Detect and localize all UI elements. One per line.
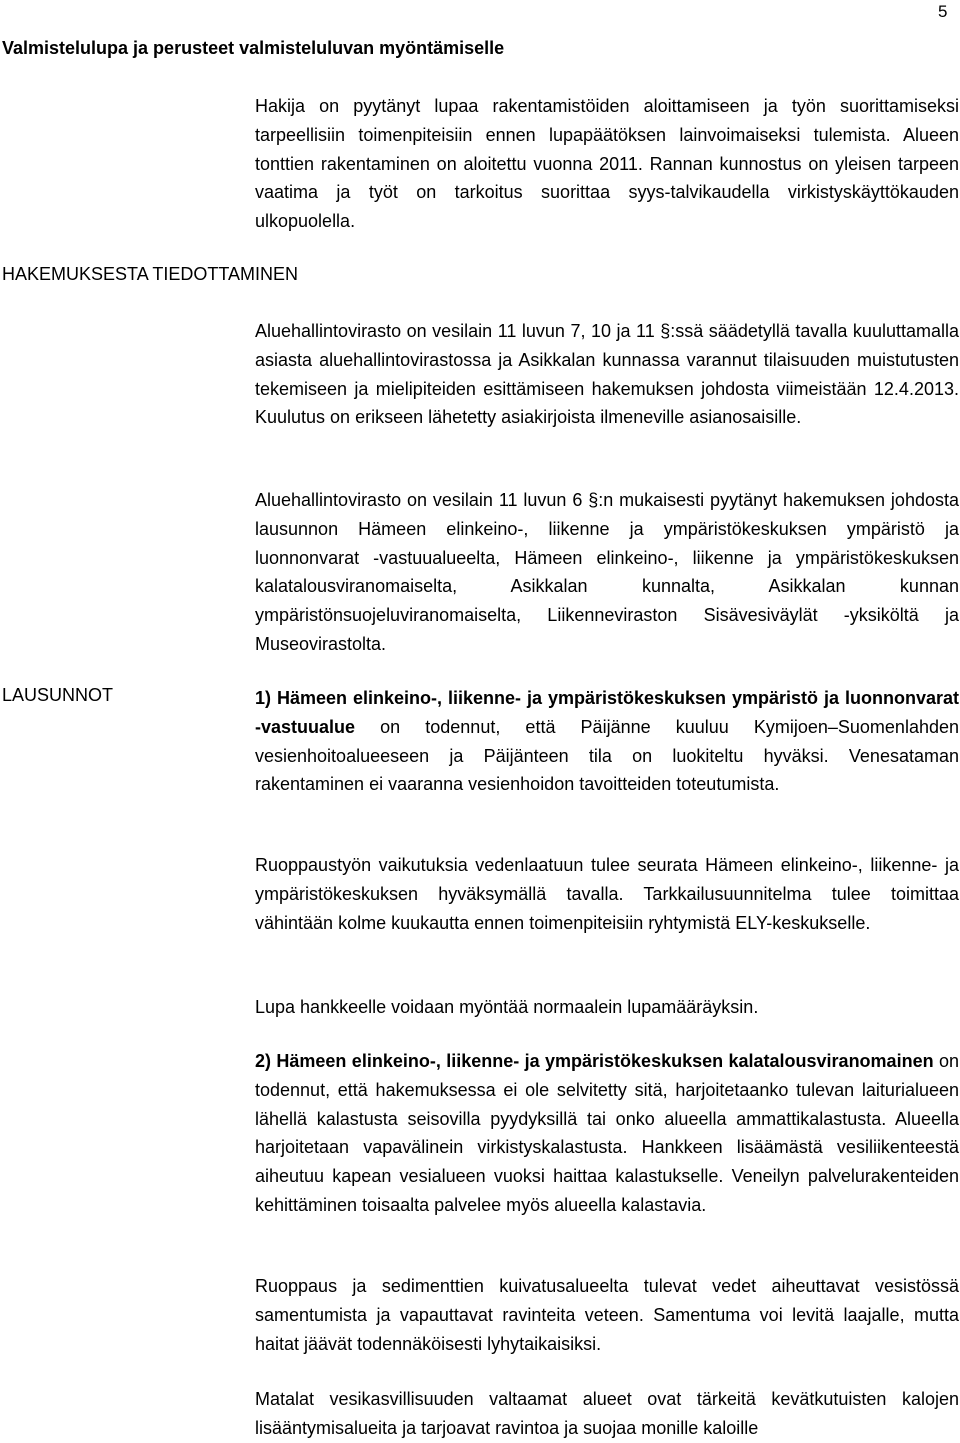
prep-paragraph: Hakija on pyytänyt lupaa rakentamistöiden aloittamiseen ja työn suorittamiseksi tarpeellisiin toimenpiteisiin ennen lupapäätöksen lainvoimaiseksi tulemista. Alueen tonttien rakentaminen on aloitettu vuonna 2011. Rannan kunnostus on yleisen tarpeen vaatima ja työt on tarkoitus suorittaa syys-talvikaudella virkistyskäyttökauden ulkopuolella. — [255, 96, 959, 232]
lausunto-1-paragraph-3: Lupa hankkeelle voidaan myöntää normaalein lupamääräyksin. — [255, 997, 759, 1017]
lausunto-2-paragraph-2: Ruoppaus ja sedimenttien kuivatusalueelta tulevat vedet aiheuttavat vesistössä samentumista ja vapauttavat ravinteita veteen. Samentuma voi levitä laajalle, mutta haitat jäävät todennäköisesti lyhytaikaisiksi. — [255, 1276, 959, 1354]
lausunto-2-paragraph — [255, 1047, 959, 1220]
lausunto-1-paragraph-2: Ruoppaustyön vaikutuksia vedenlaatuun tulee seurata Hämeen elinkeino-, liikenne- ja ympäristökeskuksen hyväksymällä tavalla. Tarkkailusuunnitelma tulee toimittaa vähintään kolme kuukautta ennen toimenpiteisiin ryhtymistä ELY-keskukselle. — [255, 855, 959, 933]
lausunto-1-author: 1) Hämeen elinkeino-, liikenne- ja ympäristökeskuksen ympäristö ja luonnonvarat -vastuualue — [255, 688, 959, 737]
lausunto-2-author: 2) Hämeen elinkeino-, liikenne- ja ympäristökeskuksen kalatalousviranomainen — [255, 1051, 934, 1071]
page-number: 5 — [938, 2, 948, 21]
section-heading-lausunnot: LAUSUNNOT — [2, 685, 114, 705]
hakemus-paragraph-1: Aluehallintovirasto on vesilain 11 luvun 7, 10 ja 11 §:ssä säädetyllä tavalla kuuluttamalla asiasta aluehallintovirastossa ja Asikkalan kunnassa varannut tilaisuuden muistutusten tekemiseen ja mielipiteiden esittämiseen hakemuksen johdosta viimeistään 12.4.2013. Kuulutus on erikseen lähetetty asiakirjoista ilmeneville asianosaisille. — [255, 321, 959, 428]
hakemus-paragraph-2: Aluehallintovirasto on vesilain 11 luvun 6 §:n mukaisesti pyytänyt hakemuksen johdosta lausunnon Hämeen elinkeino-, liikenne ja ympäristökeskuksen ympäristö ja luonnonvarat -vastuualueelta, Hämeen elinkeino-, liikenne ja ympäristökeskuksen kalatalousviranomaiselta, Asikkalan kunnalta, Asikkalan kunnan ympäristönsuojeluviranomaiselta, Liikenneviraston Sisävesiväylät -yksiköltä ja Museovirastolta. — [255, 490, 959, 654]
lausunto-1-paragraph — [255, 684, 959, 799]
page-header-title: Valmistelulupa ja perusteet valmisteluluvan myöntämiselle — [2, 38, 505, 58]
lausunto-2-paragraph-3: Matalat vesikasvillisuuden valtaamat alueet ovat tärkeitä kevätkutuisten kalojen lisääntymisalueita ja tarjoavat ravintoa ja suojaa monille kaloille — [255, 1389, 959, 1438]
lausunto-1-text: on todennut, että Päijänne kuuluu Kymijoen–Suomenlahden vesienhoitoalueeseen ja Päijänteen tila on luokiteltu hyväksi. Venesataman rakentaminen ei vaaranna vesienhoidon tavoitteiden toteutumista. — [255, 716, 959, 795]
lausunto-2-text: on todennut, että hakemuksessa ei ole selvitetty sitä, harjoitetaanko tulevan laiturialueen lähellä kalastusta seisovilla pyydyksillä tai onko alueella ammattikalastusta. Alueella harjoitetaan vapavälinein virkistyskalastusta. Hankkeen lisäämästä vesiliikenteestä aiheutuu kapean vesialueen vuoksi haittaa kalastukselle. Veneilyn palvelurakenteiden kehittäminen toisaalta palvelee myös alueella kalastavia. — [255, 1051, 959, 1215]
section-heading-hakemus: HAKEMUKSESTA TIEDOTTAMINEN — [2, 264, 299, 284]
